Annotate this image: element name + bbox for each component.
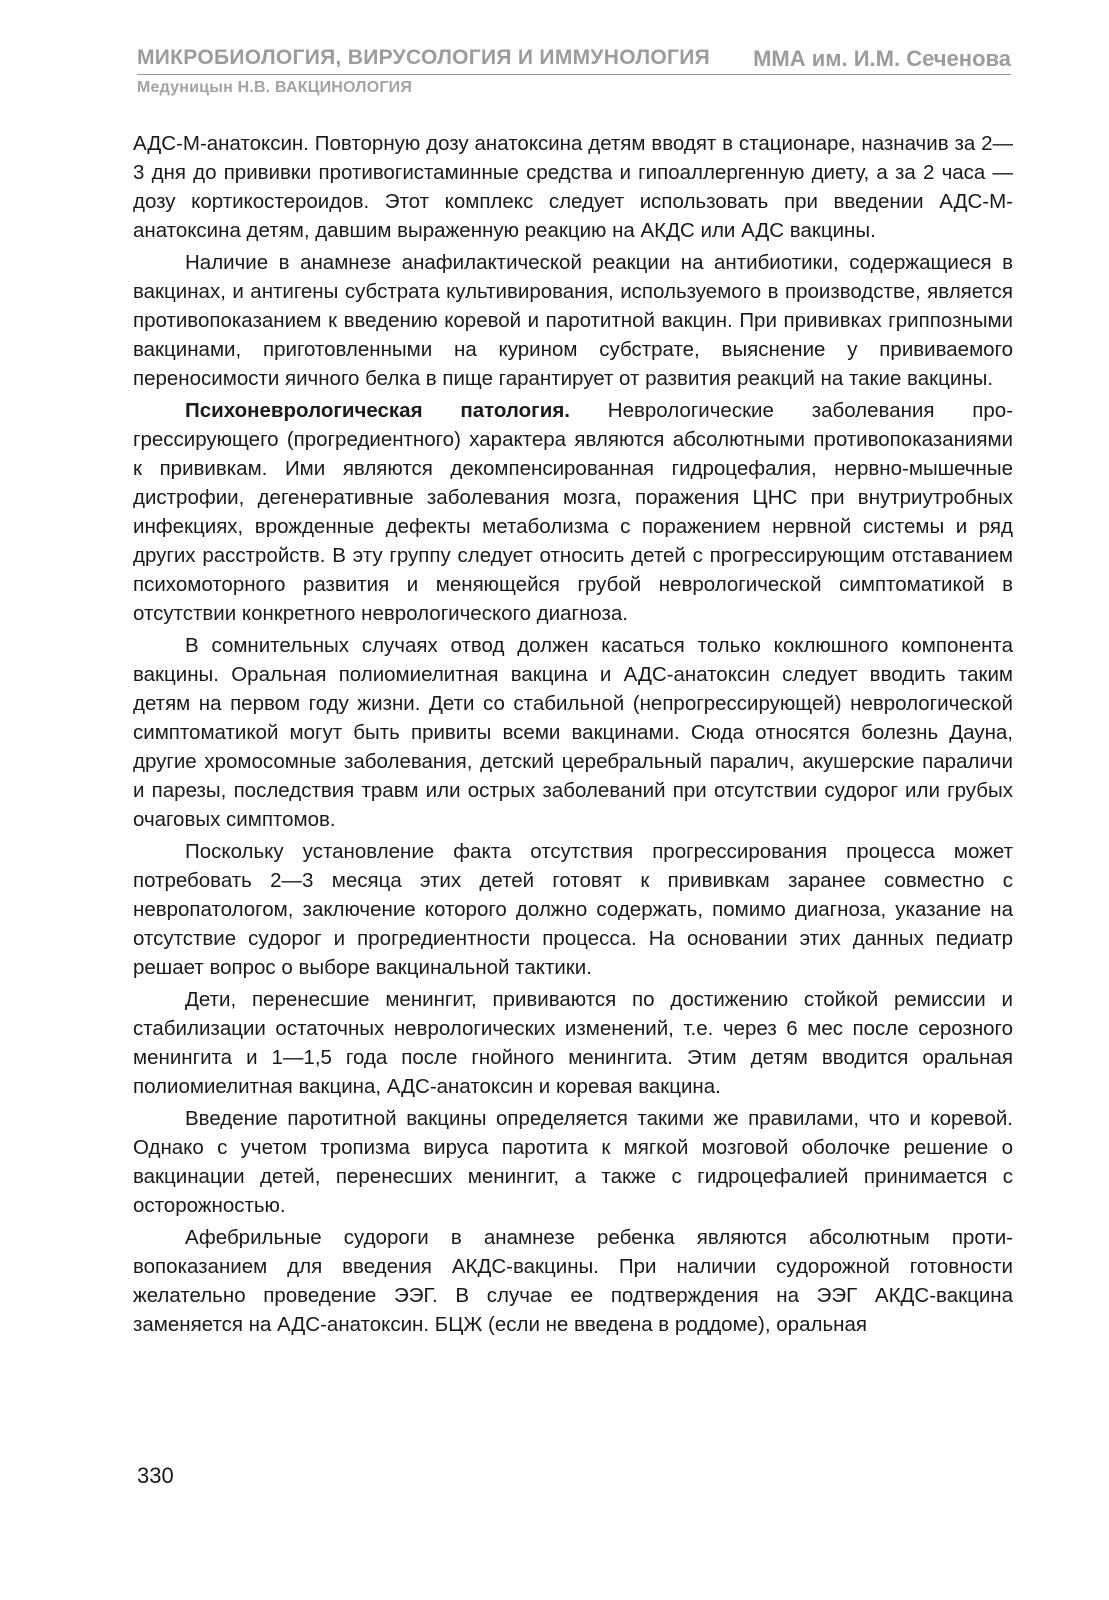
paragraph-6: Дети, перенесшие менингит, прививаются по достижению стойкой ремиссии и стабилизации остаточных неврологических изменений, т.е. через 6 мес после серозного менингита и 1—1,5 года после гнойного менингита. Этим детям вводится оральная полиомиелитная вакцина, АДС-анатоксин и коревая вакцина. xyxy=(133,988,1013,1098)
page-number: 330 xyxy=(137,1463,174,1488)
paragraph-4: В сомнительных случаях отвод должен касаться только коклюшного компонента вакцины. Оральная полиомиелитная вакцина и АДС-анатоксин следует вводить таким детям на первом году жизни. Дети со стабильной (непрогрессирующей) неврологической симптоматикой могут быть привиты всеми вакцинами. Сюда относятся болезнь Дауна, другие хромосомные заболевания, детский церебральный паралич, акушерские параличи и парезы, последствия травм или острых заболеваний при отсутствии судорог или грубых очаговых симптомов. xyxy=(133,634,1013,831)
paragraph-1: АДС-М-анатоксин. Повторную дозу анатоксина детям вводят в стационаре, назначив за 2—3 дня до прививки противогистаминные средства и гипоаллергенную диету, а за 2 часа — дозу кортикостероидов. Этот комплекс следует использовать при введении АДС-М-анатоксина детям, давшим выраженную реакцию на АКДС или АДС вакцины. xyxy=(133,132,1013,242)
paragraph-8: Афебрильные судороги в анамнезе ребенка являются абсолютным противопоказанием для введения АКДС-вакцины. При наличии судорожной готовности желательно проведение ЭЭГ. В случае ее подтверждения на ЭЭГ АКДС-вакцина заменяется на АДС-анатоксин. БЦЖ (если не введена в роддоме), оральная xyxy=(133,1226,1013,1336)
header-author-title: Медуницын Н.В. ВАКЦИНОЛОГИЯ xyxy=(137,79,413,96)
paragraph-3-text: Неврологические заболевания прогрессирующего (прогредиентного) характера являются абсолютными противопоказаниями к прививкам. Ими являются декомпенсированная гидроцефалия, нервно-мышечные дистрофии, дегенеративные заболевания мозга, поражения ЦНС при внутриутробных инфекциях, врожденные дефекты метаболизма с поражением нервной системы и ряд других расстройств. В эту группу следует относить детей с прогрессирующим отставанием психомоторного развития и меняющейся грубой неврологической симптоматикой в отсутствии конкретного неврологического диагноза. xyxy=(133,399,1014,625)
running-header xyxy=(137,42,1011,102)
paragraph-3 xyxy=(133,396,1013,628)
header-publisher: ММА им. И.М. Сеченова xyxy=(753,46,1011,71)
header-book-series: МИКРОБИОЛОГИЯ, ВИРУСОЛОГИЯ И ИММУНОЛОГИЯ xyxy=(137,46,711,69)
paragraph-5: Поскольку установление факта отсутствия прогрессирования процесса может потребовать 2—3 месяца этих детей готовят к прививкам заранее совместно с невропатологом, заключение которого должно содержать, помимо диагноза, указание на отсутствие судорог и прогредиентности процесса. На основании этих данных педиатр решает вопрос о выборе вакцинальной тактики. xyxy=(133,840,1013,979)
section-lead-heading: Психоневрологическая патология. xyxy=(185,399,570,422)
paragraph-2: Наличие в анамнезе анафилактической реакции на антибиотики, содержащиеся в вакцинах, и антигены субстрата культивирования, используемого в производстве, является противопоказанием к введению коревой и паротитной вакцин. При прививках гриппозными вакцинами, приготовленными на курином субстрате, выяснение у прививаемого переносимости яичного белка в пище гарантирует от развития реакций на такие вакцины. xyxy=(133,251,1013,390)
header-title-row xyxy=(137,42,1011,75)
page-body xyxy=(133,129,1013,1339)
paragraph-7: Введение паротитной вакцины определяется такими же правилами, что и коревой. Однако с учетом тропизма вируса паротита к мягкой мозговой оболочке решение о вакцинации детей, перенесших менингит, а также с гидроцефалией принимается с осторожностью. xyxy=(133,1107,1013,1217)
